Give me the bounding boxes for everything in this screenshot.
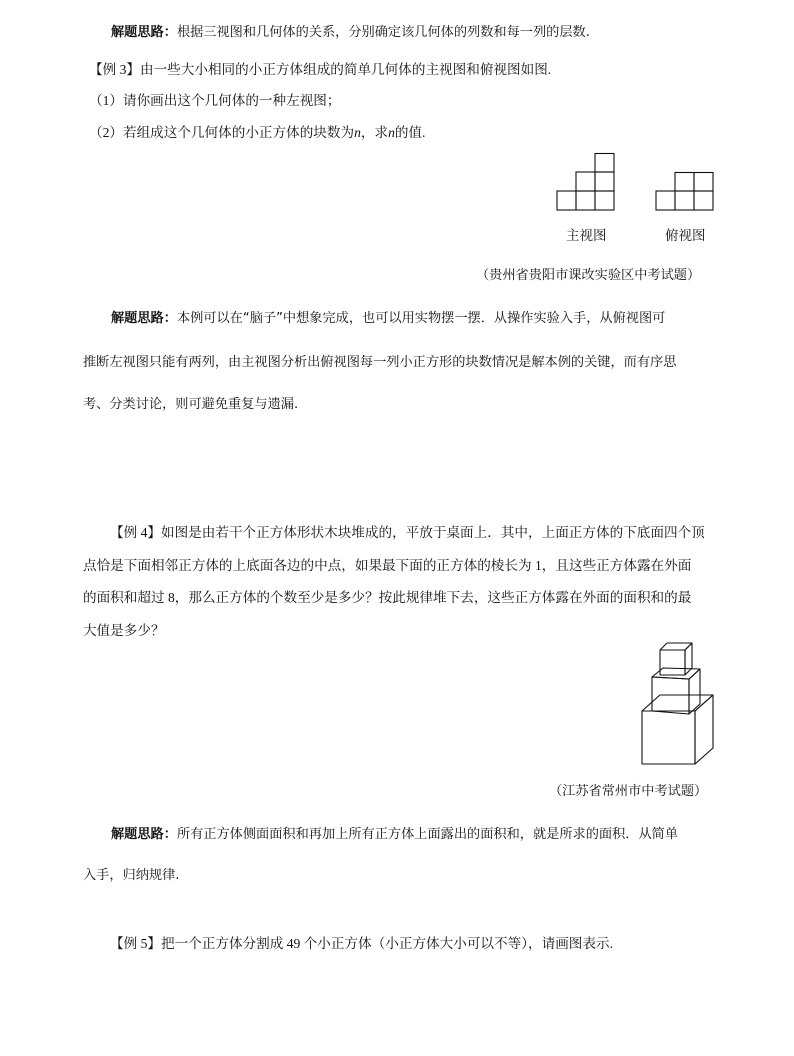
variable-n: n (354, 125, 361, 140)
top-view-cell (656, 191, 675, 210)
front-view-cell (576, 191, 595, 210)
front-view-cell (557, 191, 576, 210)
example-4-line-4: 大值是多少？ (83, 623, 165, 638)
example-4-line-1: 【例 4】如图是由若干个正方体形状木块堆成的，平放于桌面上．其中，上面正方体的下底面四个顶 (110, 525, 705, 540)
solution-label: 解题思路： (111, 311, 177, 326)
solution-approach-3-line-2: 入手，归纳规律. (83, 868, 180, 883)
example-3-tag: 【例 3】 (89, 62, 140, 77)
example-3-question-1: （1）请你画出这个几何体的一种左视图； (89, 93, 341, 108)
top-view-label: 俯视图 (665, 228, 706, 243)
top-view-cell (694, 173, 713, 192)
solution-approach-2-line-2: 推断左视图只能有两列，由主视图分析出俯视图每一列小正方形的块数情况是解本例的关键，而有序思 (83, 355, 677, 370)
front-view-cell (595, 154, 614, 173)
solution-approach-2: 解题思路：本例可以在“脑子”中想象完成，也可以用实物摆一摆．从操作实验入手，从俯视图可 (111, 311, 666, 326)
front-view-figure (556, 153, 616, 213)
top-cube (660, 643, 692, 675)
example-5-tag: 【例 5】 (110, 936, 161, 951)
solution-approach-1 (111, 21, 590, 40)
front-view-cell (595, 172, 614, 191)
top-view-cell (694, 191, 713, 210)
bottom-cube (642, 695, 713, 764)
example-5: 【例 5】把一个正方体分割成 49 个小正方体（小正方体大小可以不等），请画图表示. (110, 936, 613, 951)
example-4-line-3: 的面积和超过 8，那么正方体的个数至少是多少？按此规律堆下去，这些正方体露在外面的面积和的最 (83, 590, 692, 605)
solution-label: 解题思路： (111, 827, 177, 842)
solution-approach-3: 解题思路：所有正方体侧面面积和再加上所有正方体上面露出的面积和，就是所求的面积．从简单 (111, 827, 679, 842)
stacked-cubes-figure (638, 640, 718, 768)
front-view-cell (595, 191, 614, 210)
example-3-intro: 【例 3】由一些大小相同的小正方体组成的简单几何体的主视图和俯视图如图. (89, 62, 552, 77)
solution-approach-2-line-3: 考、分类讨论，则可避免重复与遗漏. (83, 397, 299, 412)
example-3-source: （贵州省贵阳市课改实验区中考试题） (476, 268, 701, 283)
top-view-figure (655, 172, 715, 212)
top-view-cell (675, 191, 694, 210)
front-view-cell (576, 172, 595, 191)
example-4-line-2: 点恰是下面相邻正方体的上底面各边的中点，如果最下面的正方体的棱长为 1，且这些正方体露在外面 (83, 558, 692, 573)
solution-label: 解题思路： (111, 25, 177, 40)
top-view-cell (675, 173, 694, 192)
variable-n: n (388, 125, 395, 140)
example-4-tag: 【例 4】 (110, 525, 161, 540)
example-3-question-2: （2）若组成这个几何体的小正方体的块数为n，求n的值. (89, 125, 426, 140)
solution-text: 根据三视图和几何体的关系，分别确定该几何体的列数和每一列的层数. (176, 25, 590, 40)
example-4-source: （江苏省常州市中考试题） (549, 784, 708, 799)
front-view-label: 主视图 (566, 228, 607, 243)
